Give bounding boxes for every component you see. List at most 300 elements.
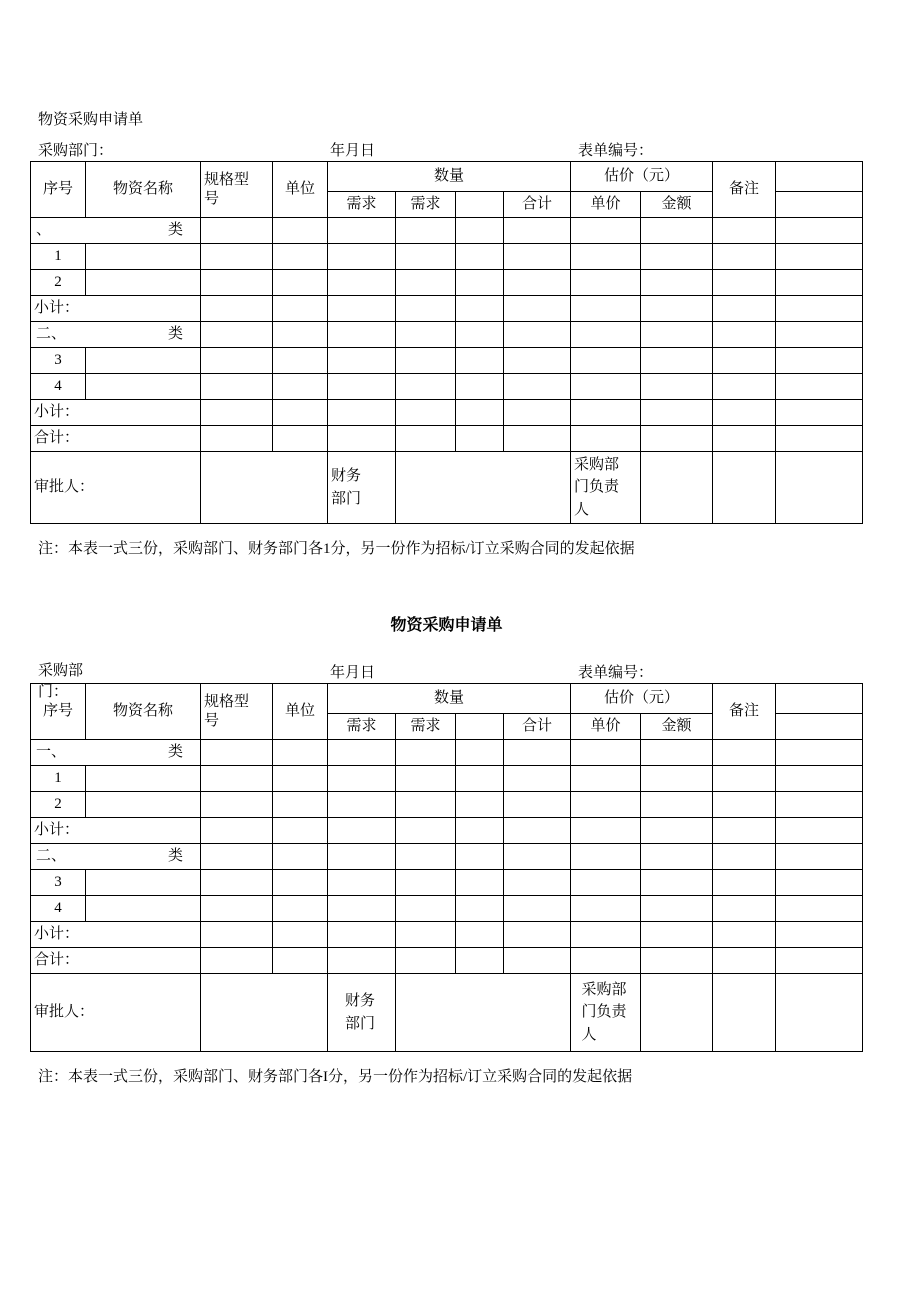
blank-cell <box>504 374 571 400</box>
blank-cell <box>713 400 776 426</box>
blank-cell <box>328 348 396 374</box>
blank-cell <box>201 270 273 296</box>
finance-dept-cell <box>328 974 396 1052</box>
blank-cell <box>641 296 713 322</box>
blank-cell <box>456 218 504 244</box>
blank-cell <box>641 974 713 1052</box>
blank-cell <box>504 844 571 870</box>
blank-cell <box>456 714 504 740</box>
blank-cell <box>504 818 571 844</box>
header-quantity-group: 数量 <box>328 684 571 714</box>
subtotal-row-2 <box>31 400 863 426</box>
header-seq: 序号 <box>31 162 86 218</box>
blank-cell <box>201 296 273 322</box>
blank-cell <box>504 922 571 948</box>
blank-cell <box>456 922 504 948</box>
blank-cell <box>456 818 504 844</box>
form-1 <box>30 0 863 558</box>
blank-cell <box>328 426 396 452</box>
blank-cell <box>273 870 328 896</box>
header-remark: 备注 <box>713 162 776 218</box>
blank-cell <box>328 322 396 348</box>
purchase-head-cell <box>571 974 641 1052</box>
item-row-3 <box>31 348 863 374</box>
spec-model-text: 规格型号 <box>204 693 250 729</box>
blank-cell <box>396 270 456 296</box>
header-amount: 金额 <box>641 192 713 218</box>
category-cell <box>31 740 201 766</box>
blank-cell <box>273 244 328 270</box>
blank-cell <box>776 870 863 896</box>
seq-cell: 4 <box>31 374 86 400</box>
header-qty-total: 合计 <box>504 714 571 740</box>
blank-cell <box>571 348 641 374</box>
blank-cell <box>201 374 273 400</box>
header-estimate-group: 估价（元） <box>571 162 713 192</box>
seq-cell: 2 <box>31 792 86 818</box>
blank-cell <box>641 270 713 296</box>
purchase-head-label: 采购部门负责人 <box>574 456 620 518</box>
blank-cell <box>396 844 456 870</box>
blank-cell <box>713 452 776 524</box>
header-remark: 备注 <box>713 684 776 740</box>
procurement-table <box>30 683 863 1052</box>
header-demand-2: 需求 <box>396 192 456 218</box>
blank-cell <box>273 948 328 974</box>
blank-cell <box>776 948 863 974</box>
blank-cell <box>776 296 863 322</box>
category-2-row <box>31 322 863 348</box>
blank-cell <box>776 374 863 400</box>
blank-cell <box>396 948 456 974</box>
seq-cell: 1 <box>31 766 86 792</box>
blank-cell <box>328 844 396 870</box>
blank-cell <box>504 792 571 818</box>
blank-cell <box>201 766 273 792</box>
blank-cell <box>571 270 641 296</box>
blank-cell <box>504 322 571 348</box>
blank-cell <box>713 218 776 244</box>
blank-cell <box>776 322 863 348</box>
header-row-1 <box>31 684 863 714</box>
blank-cell <box>201 948 273 974</box>
blank-cell <box>273 844 328 870</box>
blank-cell <box>273 792 328 818</box>
blank-cell <box>713 896 776 922</box>
blank-cell <box>456 270 504 296</box>
footnote: 注：本表一式三份，采购部门、财务部门各I分，另一份作为招标/订立采购合同的发起依据 <box>38 1069 633 1085</box>
blank-cell <box>86 766 201 792</box>
blank-cell <box>776 218 863 244</box>
meta-row <box>30 139 863 161</box>
blank-cell <box>396 400 456 426</box>
blank-cell <box>713 426 776 452</box>
blank-cell <box>396 766 456 792</box>
blank-cell <box>504 948 571 974</box>
blank-cell <box>713 818 776 844</box>
subtotal-cell: 小计： <box>31 296 201 322</box>
blank-cell <box>328 766 396 792</box>
blank-cell <box>456 400 504 426</box>
subtotal-row-1 <box>31 818 863 844</box>
blank-cell <box>776 348 863 374</box>
category-suffix: 类 <box>167 326 183 343</box>
blank-cell <box>641 740 713 766</box>
blank-cell <box>456 844 504 870</box>
blank-cell <box>504 426 571 452</box>
blank-cell <box>504 218 571 244</box>
seq-cell: 3 <box>31 348 86 374</box>
header-material-name: 物资名称 <box>86 162 201 218</box>
category-prefix: 、 <box>36 222 52 239</box>
blank-cell <box>273 270 328 296</box>
purchase-head-cell <box>571 452 641 524</box>
date-label: 年月日 <box>330 665 376 681</box>
blank-cell <box>713 844 776 870</box>
blank-cell <box>571 870 641 896</box>
blank-cell <box>641 374 713 400</box>
blank-cell <box>396 922 456 948</box>
blank-cell <box>328 792 396 818</box>
category-prefix: 一、 <box>36 744 67 761</box>
blank-cell <box>571 844 641 870</box>
header-unit-price: 单价 <box>571 714 641 740</box>
blank-cell <box>713 270 776 296</box>
blank-cell <box>641 452 713 524</box>
grand-total-cell: 合计： <box>31 948 201 974</box>
category-1-row <box>31 740 863 766</box>
seq-cell: 3 <box>31 870 86 896</box>
blank-cell <box>504 270 571 296</box>
blank-cell <box>456 192 504 218</box>
category-suffix: 类 <box>167 222 183 239</box>
blank-cell <box>456 792 504 818</box>
blank-cell <box>776 896 863 922</box>
seq-cell: 4 <box>31 896 86 922</box>
header-demand-2: 需求 <box>396 714 456 740</box>
blank-cell <box>713 244 776 270</box>
blank-cell <box>201 922 273 948</box>
blank-cell <box>396 974 571 1052</box>
item-row-4 <box>31 896 863 922</box>
header-spec-model <box>201 162 273 218</box>
blank-cell <box>456 948 504 974</box>
category-cell <box>31 322 201 348</box>
blank-cell <box>571 818 641 844</box>
blank-cell <box>328 740 396 766</box>
category-suffix: 类 <box>167 848 183 865</box>
approver-label-cell: 审批人： <box>31 974 201 1052</box>
blank-cell <box>713 948 776 974</box>
item-row-4 <box>31 374 863 400</box>
blank-cell <box>86 348 201 374</box>
blank-cell <box>713 296 776 322</box>
blank-cell <box>456 896 504 922</box>
blank-cell <box>641 844 713 870</box>
blank-cell <box>641 818 713 844</box>
blank-cell <box>641 322 713 348</box>
blank-cell <box>396 870 456 896</box>
blank-cell <box>713 766 776 792</box>
seq-cell: 1 <box>31 244 86 270</box>
blank-cell <box>776 922 863 948</box>
approver-label-cell: 审批人： <box>31 452 201 524</box>
blank-cell <box>273 296 328 322</box>
finance-dept-cell <box>328 452 396 524</box>
blank-cell <box>456 766 504 792</box>
blank-cell <box>571 374 641 400</box>
date-label: 年月日 <box>330 143 376 159</box>
item-row-2 <box>31 792 863 818</box>
form-title: 物资采购申请单 <box>38 112 144 128</box>
blank-cell <box>201 426 273 452</box>
header-qty-total: 合计 <box>504 192 571 218</box>
header-unit-price: 单价 <box>571 192 641 218</box>
blank-cell <box>456 870 504 896</box>
blank-cell <box>504 296 571 322</box>
finance-dept-label: 财务部门 <box>331 468 362 507</box>
blank-cell <box>396 374 456 400</box>
blank-cell <box>641 792 713 818</box>
blank-cell <box>201 792 273 818</box>
header-unit: 单位 <box>273 684 328 740</box>
blank-cell <box>328 870 396 896</box>
approver-row <box>31 452 863 524</box>
blank-cell <box>273 374 328 400</box>
blank-cell <box>776 818 863 844</box>
blank-cell <box>456 244 504 270</box>
blank-cell <box>571 322 641 348</box>
blank-cell <box>201 844 273 870</box>
category-cell <box>31 218 201 244</box>
form-number-label: 表单编号： <box>578 143 654 159</box>
subtotal-cell: 小计： <box>31 922 201 948</box>
blank-cell <box>396 426 456 452</box>
header-material-name: 物资名称 <box>86 684 201 740</box>
category-suffix: 类 <box>167 744 183 761</box>
blank-cell <box>571 400 641 426</box>
blank-cell <box>504 348 571 374</box>
blank-cell <box>201 740 273 766</box>
form-title: 物资采购申请单 <box>390 617 503 634</box>
blank-cell <box>328 818 396 844</box>
blank-cell <box>201 818 273 844</box>
blank-cell <box>201 452 328 524</box>
blank-cell <box>571 792 641 818</box>
blank-cell <box>328 922 396 948</box>
seq-cell: 2 <box>31 270 86 296</box>
blank-cell <box>504 400 571 426</box>
blank-cell <box>571 740 641 766</box>
blank-cell <box>776 162 863 192</box>
blank-cell <box>776 452 863 524</box>
blank-cell <box>504 740 571 766</box>
blank-cell <box>641 244 713 270</box>
subtotal-cell: 小计： <box>31 818 201 844</box>
blank-cell <box>201 870 273 896</box>
purchase-head-label: 采购部门负责人 <box>581 981 627 1043</box>
category-prefix: 二、 <box>36 848 67 865</box>
blank-cell <box>641 766 713 792</box>
form-2 <box>30 612 863 1086</box>
blank-cell <box>504 766 571 792</box>
blank-cell <box>396 792 456 818</box>
blank-cell <box>273 896 328 922</box>
blank-cell <box>86 896 201 922</box>
blank-cell <box>571 218 641 244</box>
blank-cell <box>201 400 273 426</box>
blank-cell <box>273 426 328 452</box>
header-demand-1: 需求 <box>328 714 396 740</box>
header-amount: 金额 <box>641 714 713 740</box>
blank-cell <box>713 348 776 374</box>
blank-cell <box>641 896 713 922</box>
subtotal-cell: 小计： <box>31 400 201 426</box>
blank-cell <box>776 400 863 426</box>
grand-total-row <box>31 948 863 974</box>
blank-cell <box>328 270 396 296</box>
subtotal-row-1 <box>31 296 863 322</box>
blank-cell <box>328 244 396 270</box>
blank-cell <box>396 322 456 348</box>
approver-row <box>31 974 863 1052</box>
blank-cell <box>86 270 201 296</box>
item-row-3 <box>31 870 863 896</box>
blank-cell <box>328 374 396 400</box>
blank-cell <box>776 714 863 740</box>
blank-cell <box>641 400 713 426</box>
blank-cell <box>713 322 776 348</box>
blank-cell <box>776 270 863 296</box>
blank-cell <box>641 348 713 374</box>
category-cell <box>31 844 201 870</box>
header-unit: 单位 <box>273 162 328 218</box>
blank-cell <box>201 244 273 270</box>
category-1-row <box>31 218 863 244</box>
blank-cell <box>273 922 328 948</box>
blank-cell <box>641 218 713 244</box>
blank-cell <box>86 792 201 818</box>
blank-cell <box>641 922 713 948</box>
blank-cell <box>396 896 456 922</box>
item-row-1 <box>31 244 863 270</box>
form-number-label: 表单编号： <box>578 665 654 681</box>
department-label: 采购部门： <box>38 663 84 700</box>
blank-cell <box>571 296 641 322</box>
blank-cell <box>328 400 396 426</box>
header-demand-1: 需求 <box>328 192 396 218</box>
subtotal-row-2 <box>31 922 863 948</box>
blank-cell <box>396 452 571 524</box>
department-label: 采购部门： <box>38 143 114 159</box>
blank-cell <box>396 818 456 844</box>
blank-cell <box>776 792 863 818</box>
blank-cell <box>456 740 504 766</box>
blank-cell <box>328 948 396 974</box>
blank-cell <box>201 218 273 244</box>
blank-cell <box>273 766 328 792</box>
header-quantity-group: 数量 <box>328 162 571 192</box>
blank-cell <box>328 218 396 244</box>
header-spec-model <box>201 684 273 740</box>
blank-cell <box>86 374 201 400</box>
blank-cell <box>571 896 641 922</box>
blank-cell <box>201 322 273 348</box>
blank-cell <box>273 400 328 426</box>
blank-cell <box>456 348 504 374</box>
blank-cell <box>396 740 456 766</box>
blank-cell <box>776 974 863 1052</box>
item-row-2 <box>31 270 863 296</box>
blank-cell <box>776 740 863 766</box>
category-prefix: 二、 <box>36 326 67 343</box>
blank-cell <box>86 244 201 270</box>
grand-total-row <box>31 426 863 452</box>
blank-cell <box>641 426 713 452</box>
grand-total-cell: 合计： <box>31 426 201 452</box>
header-seq: 序号 <box>31 684 86 740</box>
procurement-table <box>30 161 863 524</box>
blank-cell <box>504 870 571 896</box>
blank-cell <box>713 740 776 766</box>
blank-cell <box>456 322 504 348</box>
blank-cell <box>776 192 863 218</box>
blank-cell <box>456 426 504 452</box>
blank-cell <box>571 922 641 948</box>
blank-cell <box>201 896 273 922</box>
blank-cell <box>776 684 863 714</box>
blank-cell <box>713 792 776 818</box>
finance-dept-label: 财务部门 <box>345 993 376 1032</box>
blank-cell <box>713 870 776 896</box>
blank-cell <box>776 844 863 870</box>
blank-cell <box>396 348 456 374</box>
category-2-row <box>31 844 863 870</box>
blank-cell <box>396 244 456 270</box>
blank-cell <box>504 896 571 922</box>
blank-cell <box>504 244 571 270</box>
blank-cell <box>328 896 396 922</box>
blank-cell <box>776 244 863 270</box>
spec-model-text: 规格型号 <box>204 171 250 207</box>
blank-cell <box>641 870 713 896</box>
blank-cell <box>201 348 273 374</box>
blank-cell <box>456 296 504 322</box>
blank-cell <box>571 426 641 452</box>
blank-cell <box>273 818 328 844</box>
footnote: 注：本表一式三份，采购部门、财务部门各1分，另一份作为招标/订立采购合同的发起依据 <box>38 541 635 557</box>
blank-cell <box>201 974 328 1052</box>
blank-cell <box>713 374 776 400</box>
blank-cell <box>776 426 863 452</box>
blank-cell <box>571 948 641 974</box>
blank-cell <box>273 740 328 766</box>
blank-cell <box>273 322 328 348</box>
blank-cell <box>396 296 456 322</box>
item-row-1 <box>31 766 863 792</box>
header-row-1 <box>31 162 863 192</box>
blank-cell <box>328 296 396 322</box>
blank-cell <box>713 974 776 1052</box>
blank-cell <box>396 218 456 244</box>
blank-cell <box>86 870 201 896</box>
blank-cell <box>456 374 504 400</box>
blank-cell <box>641 948 713 974</box>
blank-cell <box>273 218 328 244</box>
blank-cell <box>571 244 641 270</box>
blank-cell <box>571 766 641 792</box>
blank-cell <box>776 766 863 792</box>
